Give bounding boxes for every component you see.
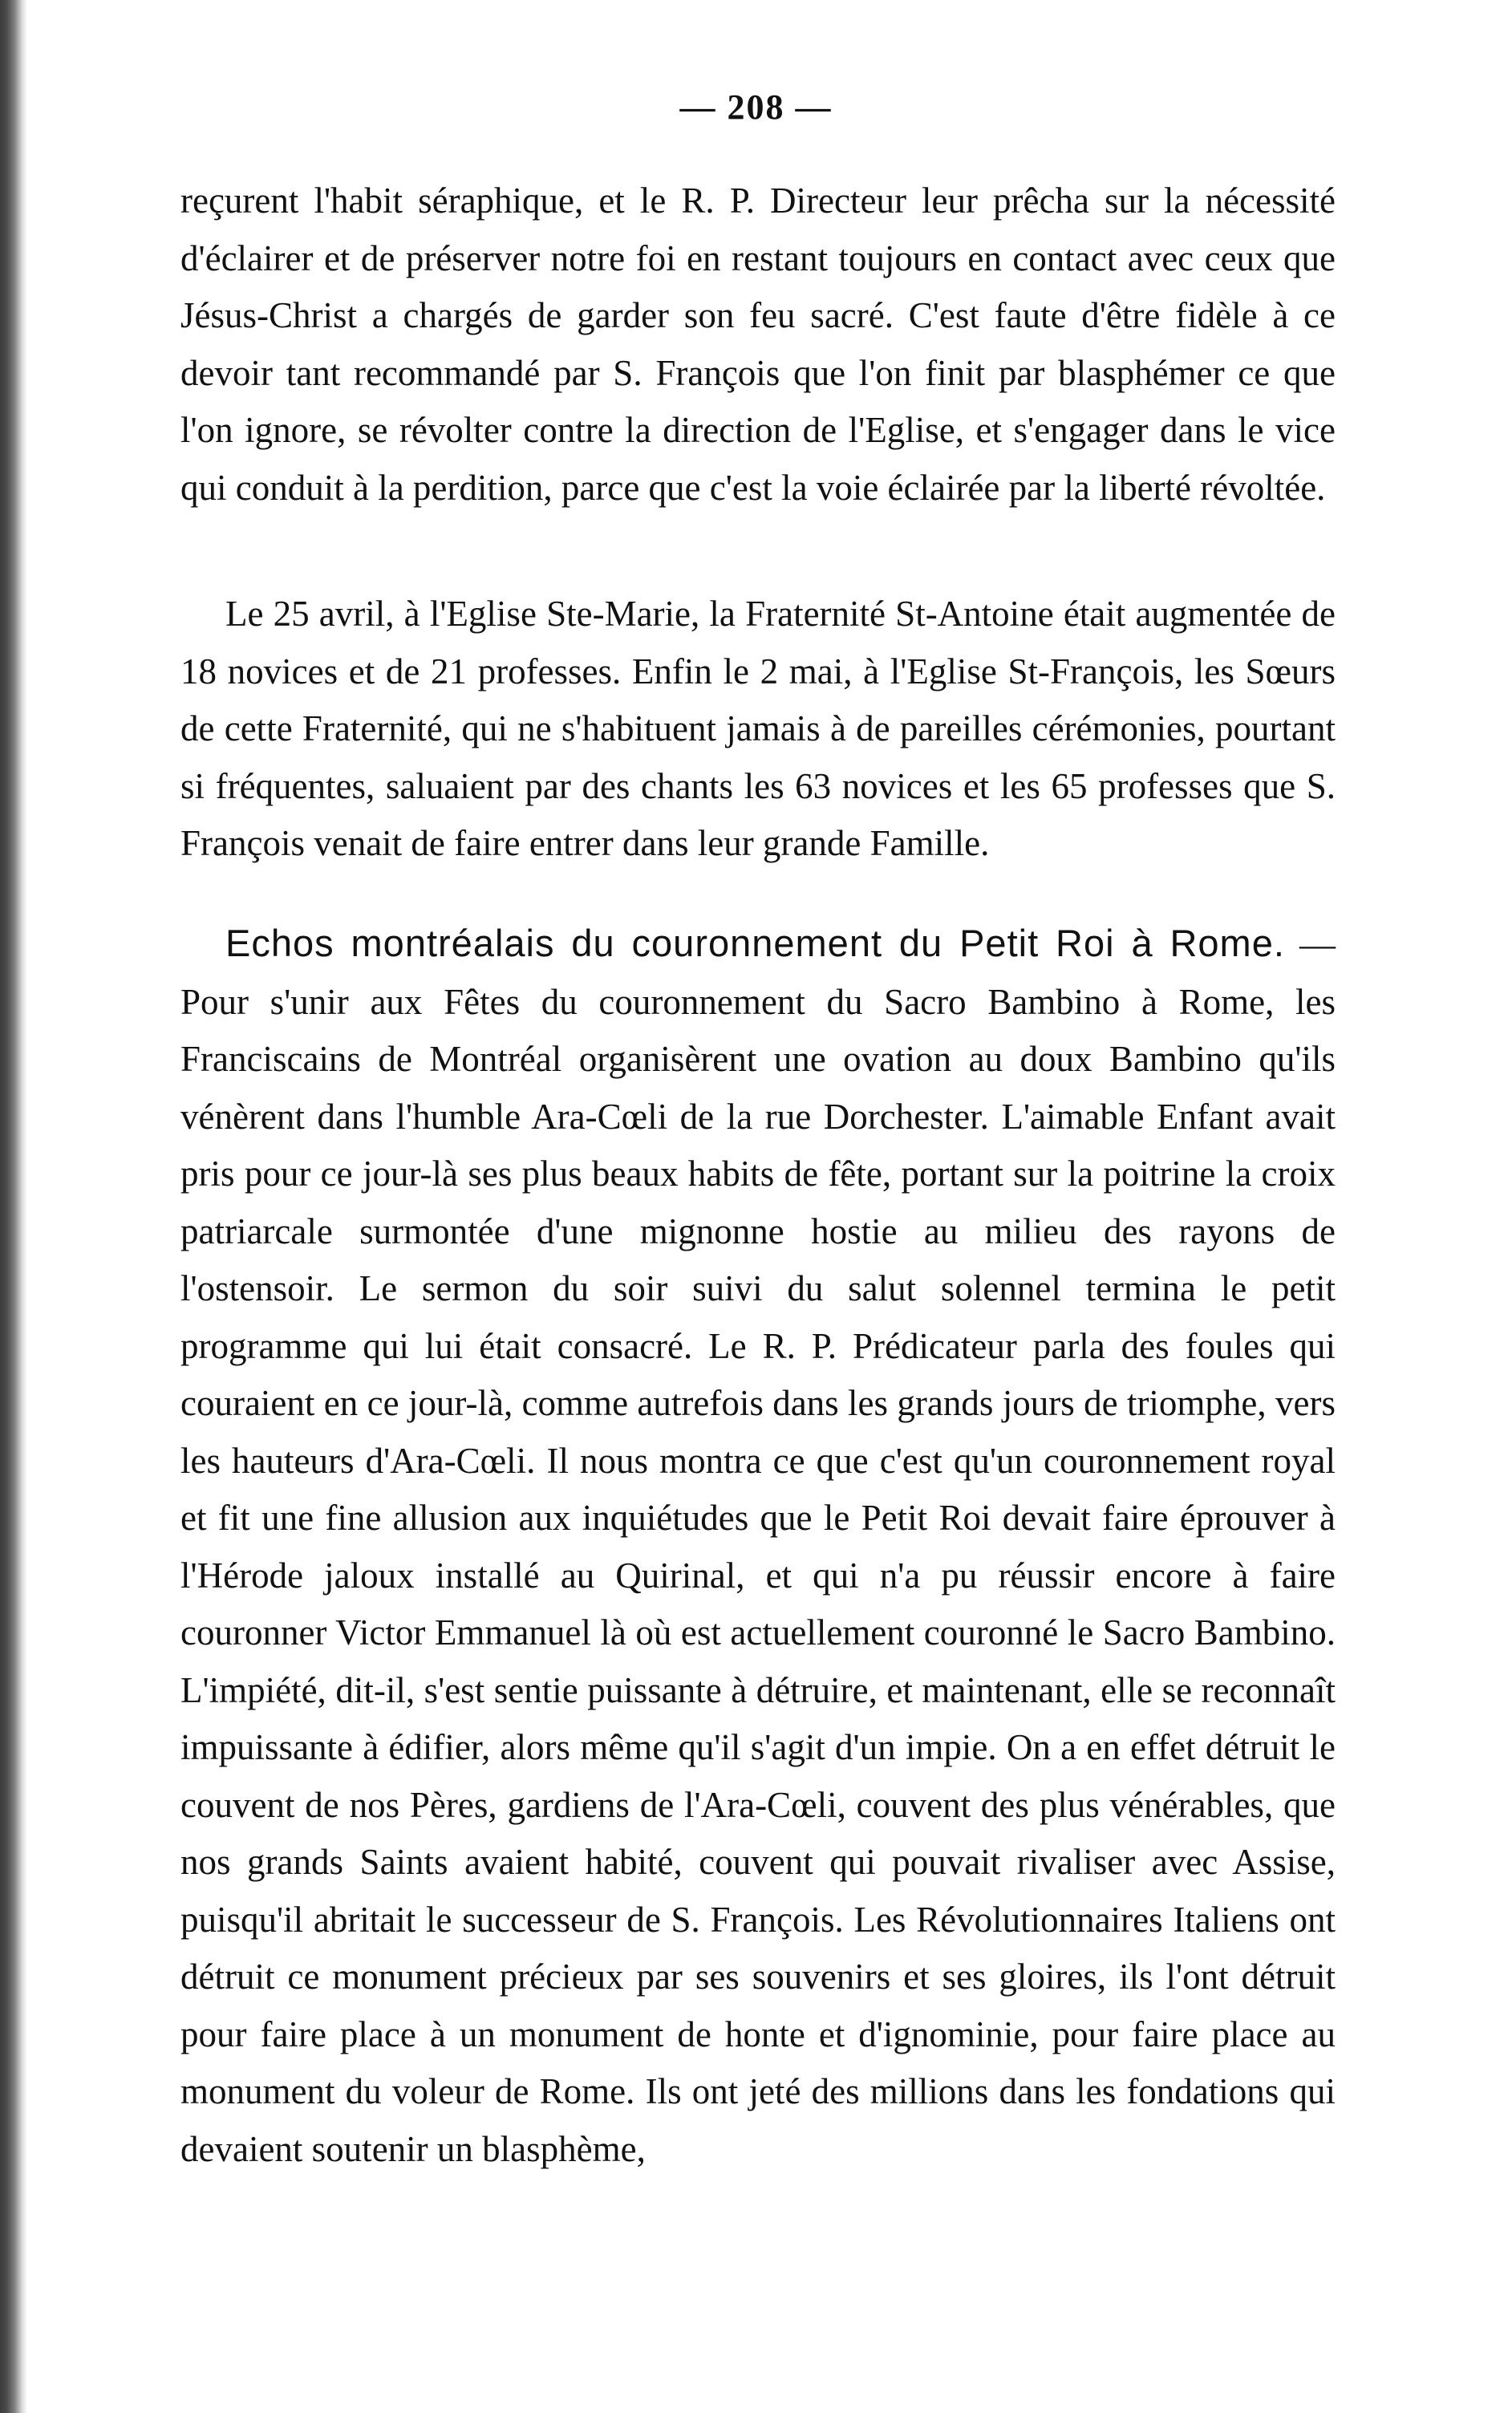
- paragraph-1-text: reçurent l'habit séraphique, et le R. P. Directeur leur prêcha sur la nécessité d'éclairer et de préserver notre foi en restant toujours en contact avec ceux que Jésus-Christ a chargés de garder son feu sacré. C'est faute d'être fidèle à ce devoir tant recommandé par S. François que l'on finit par blasphémer ce que l'on ignore, se révolter contre la direction de l'Eglise, et s'engager dans le vice qui conduit à la perdition, parce que c'est la voie éclairée par la liberté révoltée.: [180, 180, 1336, 508]
- page-number: — 208 —: [679, 87, 833, 127]
- scan-edge-shadow: [0, 0, 27, 2413]
- paragraph-3-text: [180, 915, 1336, 2178]
- section-heading: Echos montréalais du couronnement du Petit Roi à Rome.: [225, 922, 1285, 964]
- paragraph-3: [180, 915, 1336, 2178]
- paragraph-3-body: — Pour s'unir aux Fêtes du couronnement du Sacro Bambino à Rome, les Franciscains de Montréal organisèrent une ovation au doux Bambino qu'ils vénèrent dans l'humble Ara-Cœli de la rue Dorchester. L'aimable Enfant avait pris pour ce jour-là ses plus beaux habits de fête, portant sur la poitrine la croix patriarcale surmontée d'une mignonne hostie au milieu des rayons de l'ostensoir. Le sermon du soir suivi du salut solennel termina le petit programme qui lui était consacré. Le R. P. Prédicateur parla des foules qui couraient en ce jour-là, comme autrefois dans les grands jours de triomphe, vers les hauteurs d'Ara-Cœli. Il nous montra ce que c'est qu'un couronnement royal et fit une fine allusion aux inquiétudes que le Petit Roi devait faire éprouver à l'Hérode jaloux installé au Quirinal, et qui n'a pu réussir encore à faire couronner Victor Emmanuel là où est actuellement couronné le Sacro Bambino. L'impiété, dit-il, s'est sentie puissante à détruire, et maintenant, elle se reconnaît impuissante à édifier, alors même qu'il s'agit d'un impie. On a en effet détruit le couvent de nos Pères, gardiens de l'Ara-Cœli, couvent des plus vénérables, que nos grands Saints avaient habité, couvent qui pouvait rivaliser avec Assise, puisqu'il abritait le successeur de S. François. Les Révolutionnaires Italiens ont détruit ce monument précieux par ses souvenirs et ses gloires, ils l'ont détruit pour faire place à un monument de honte et d'ignominie, pour faire place au monument du voleur de Rome. Ils ont jeté des millions dans les fondations qui devaient soutenir un blasphème,: [180, 924, 1336, 2169]
- paragraph-2: [180, 586, 1336, 873]
- paragraph-2-text: Le 25 avril, à l'Eglise Ste-Marie, la Fraternité St-Antoine était augmentée de 18 novices et de 21 professes. Enfin le 2 mai, à l'Eglise St-François, les Sœurs de cette Fraternité, qui ne s'habituent jamais à de pareilles cérémonies, pourtant si fréquentes, saluaient par des chants les 63 novices et les 65 professes que S. François venait de faire entrer dans leur grande Famille.: [180, 594, 1336, 863]
- paragraph-1: [180, 172, 1336, 517]
